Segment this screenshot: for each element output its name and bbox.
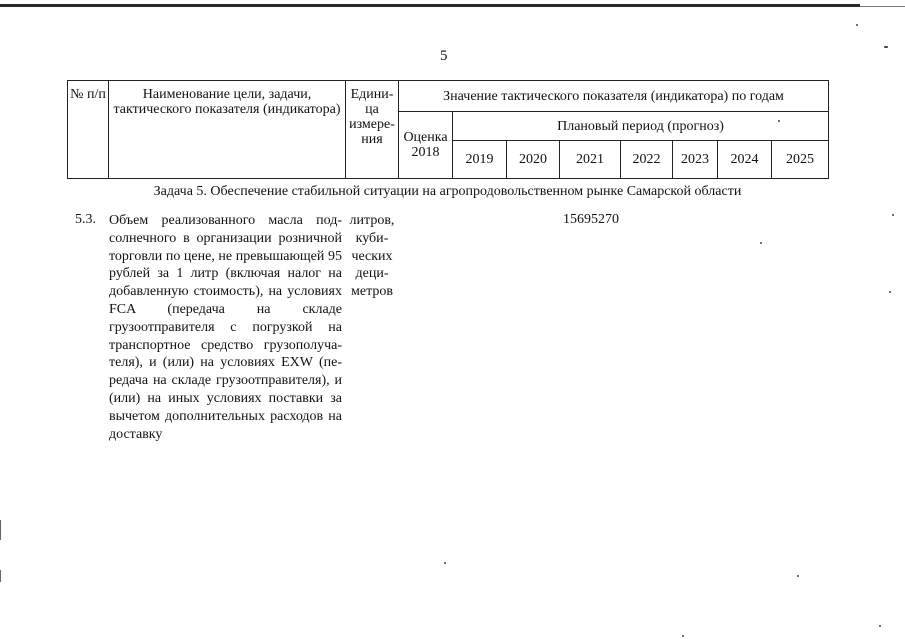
task-title: Задача 5. Обеспечение стабильной ситуации на агропродовольственном рынке Самарской области <box>153 184 742 199</box>
header-col-name: Наименование цели, задачи, тактического показателя (индикатора) <box>109 81 346 179</box>
scan-speck <box>892 214 894 216</box>
row-unit: литров, кубических дециметров <box>349 213 395 300</box>
header-year: 2019 <box>453 141 507 179</box>
indicator-table-header <box>67 80 829 179</box>
header-year: 2023 <box>673 141 718 179</box>
header-col-unit: Единица измерения <box>346 81 399 179</box>
header-year: 2025 <box>772 141 829 179</box>
header-col-estimate: Оценка 2018 <box>399 112 453 179</box>
page-number: 5 <box>440 48 448 64</box>
scan-speck <box>797 575 799 577</box>
scan-edge-mark <box>0 520 1 540</box>
scan-speck <box>778 120 780 122</box>
row-indicator-name: Объем реализованного масла подсолнечного в организации розничной торговли по цене, не превышающей 95 рублей за 1 литр (включая налог на добавленную стоимость), на условиях FCA (передача на складе грузоотправителя с погрузкой на транспортное средство грузополучателя), и (или) на условиях EXW (передача на складе грузоотправителя), и (или) на иных условиях поставки за вычетом дополнительных расходов на доставку <box>109 213 342 442</box>
row-number: 5.3. <box>75 212 96 227</box>
scan-speck <box>444 562 446 564</box>
header-year: 2022 <box>621 141 673 179</box>
header-year: 2020 <box>507 141 560 179</box>
header-year: 2021 <box>560 141 621 179</box>
scan-speck <box>879 625 881 627</box>
scan-edge-line <box>860 6 905 7</box>
header-col-values: Значение тактического показателя (индикатора) по годам <box>399 81 829 112</box>
scan-speck <box>889 291 891 293</box>
scan-edge-mark <box>0 570 1 582</box>
row-value: 15695270 <box>563 212 619 227</box>
scan-speck <box>884 46 888 48</box>
header-col-number: № п/п <box>68 81 109 179</box>
header-year: 2024 <box>718 141 772 179</box>
scan-speck <box>682 635 684 637</box>
scan-edge-line <box>0 4 860 7</box>
scan-speck <box>760 242 762 244</box>
header-col-plan: Плановый период (прогноз) <box>453 112 829 141</box>
scan-speck <box>856 24 858 26</box>
